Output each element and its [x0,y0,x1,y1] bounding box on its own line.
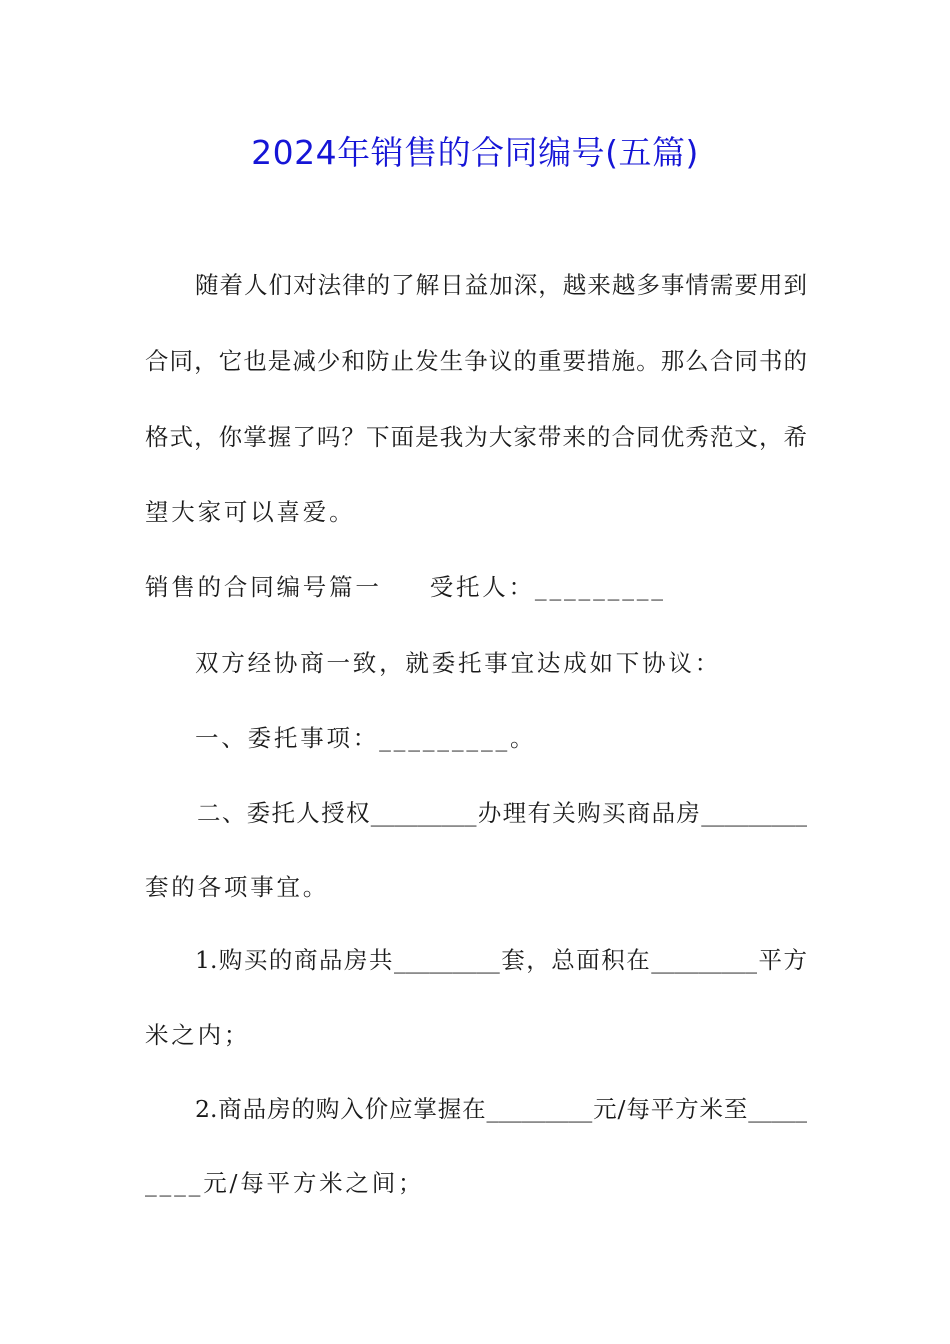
section-heading: 销售的合同编号篇一 [145,573,382,601]
document-title: 2024年销售的合同编号(五篇) [251,133,699,172]
paragraph-line: 随着人们对法律的了解日益加深，越来越多事情需要用到 [195,271,807,299]
paragraph-line: 望大家可以喜爱。 [145,498,356,526]
clause-line: 一、委托事项：_________。 [195,724,537,752]
clause-line: 1.购买的商品房共_________套，总面积在_________平方 [195,946,807,974]
paragraph-line: 格式，你掌握了吗？下面是我为大家带来的合同优秀范文，希 [145,423,807,451]
clause-line: 2.商品房的购入价应掌握在_________元/每平方米至_____ [195,1095,807,1123]
clause-line: ____元/每平方米之间； [145,1169,425,1197]
clause-line: 二、委托人授权_________办理有关购买商品房_________ [197,799,807,827]
clause-line: 米之内； [145,1021,251,1049]
trustee-field: 受托人：_________ [429,573,666,601]
paragraph-line: 合同，它也是减少和防止发生争议的重要措施。那么合同书的 [145,347,807,375]
section-heading-line [145,567,807,607]
clause-line: 套的各项事宜。 [145,873,330,901]
paragraph-line: 双方经协商一致，就委托事宜达成如下协议： [195,649,721,677]
